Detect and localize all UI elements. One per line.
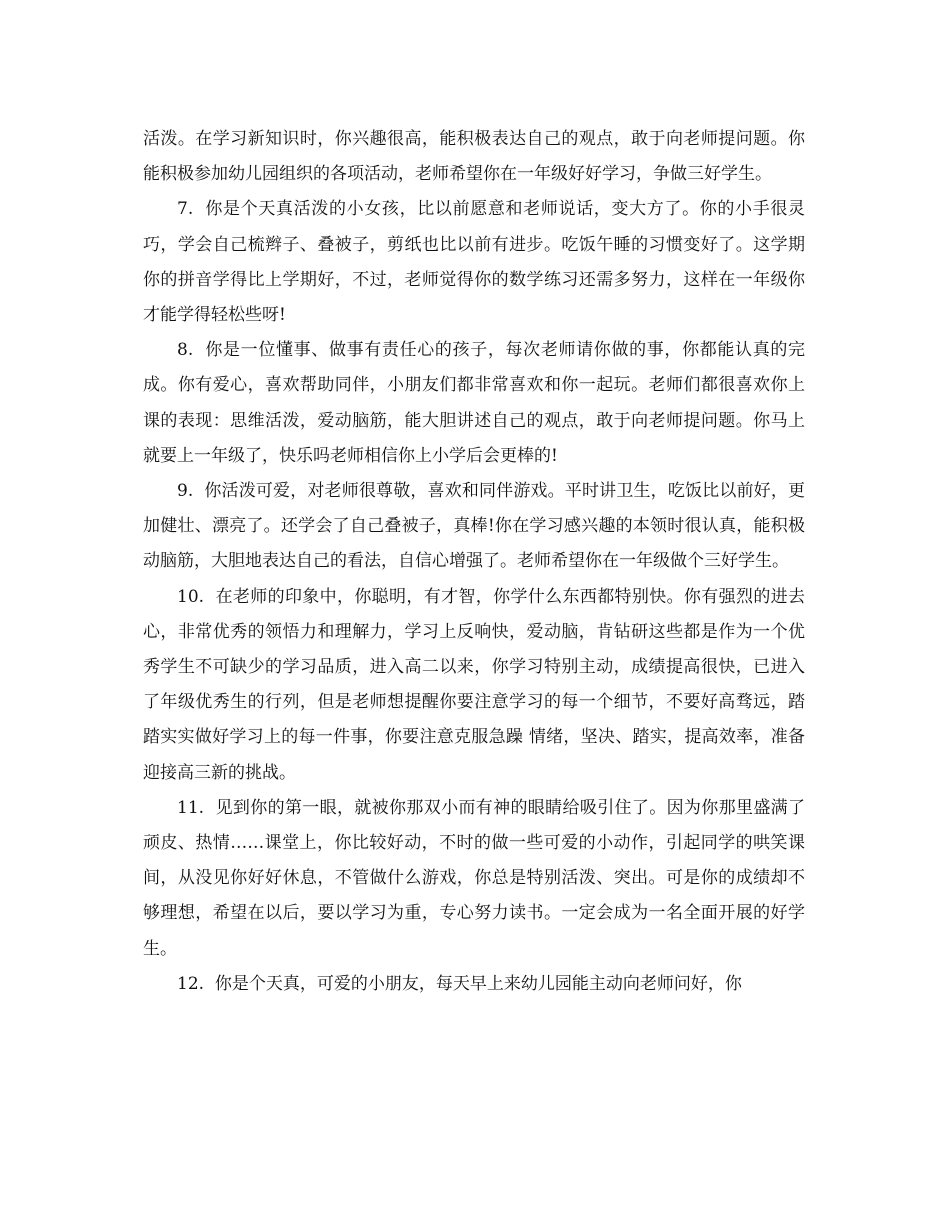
- paragraph-9: [143, 474, 805, 580]
- paragraph-text: 你活泼可爱，对老师很尊敬，喜欢和同伴游戏。平时讲卫生，吃饭比以前好，更加健壮、漂亮了。还学会了自己叠被子，真棒!你在学习感兴趣的本领时很认真，能积极动脑筋，大胆地表达自己的看法，自信心增强了。老师希望你在一年级做个三好学生。: [143, 481, 805, 572]
- paragraph-number: 10.: [177, 586, 205, 607]
- paragraph-number: 7.: [177, 199, 194, 220]
- paragraph-number: 11.: [177, 797, 205, 818]
- paragraph-text: 在老师的印象中，你聪明，有才智，你学什么东西都特别快。你有强烈的进去心，非常优秀的领悟力和理解力，学习上反响快，爱动脑，肯钻研这些都是作为一个优秀学生不可缺少的学习品质，进入高二以来，你学习特别主动，成绩提高很快，已进入了年级优秀生的行列，但是老师想提醒你要注意学习的每一个细节，不要好高骛远，踏踏实实做好学习上的每一件事，你要注意克服急躁 情绪，坚决、踏实，提高效率，准备迎接高三新的挑战。: [143, 586, 806, 783]
- paragraph-10: [143, 580, 805, 791]
- paragraph-text: 见到你的第一眼，就被你那双小而有神的眼睛给吸引住了。因为你那里盛满了顽皮、热情……课堂上，你比较好动，不时的做一些可爱的小动作，引起同学的哄笑课间，从没见你好好休息，不管做什么游戏，你总是特别活泼、突出。可是你的成绩却不够理想，希望在以后，要以学习为重，专心努力读书。一定会成为一名全面开展的好学生。: [143, 797, 806, 959]
- paragraph-12: [143, 967, 805, 1002]
- paragraph-continuation: [143, 122, 805, 192]
- paragraph-8: [143, 333, 805, 474]
- paragraph-text: 你是个天真活泼的小女孩，比以前愿意和老师说话，变大方了。你的小手很灵巧，学会自己梳辫子、叠被子，剪纸也比以前有进步。吃饭午睡的习惯变好了。这学期你的拼音学得比上学期好，不过，老师觉得你的数学练习还需多努力，这样在一年级你才能学得轻松些呀!: [143, 199, 805, 326]
- paragraph-text: 你是个天真，可爱的小朋友，每天早上来幼儿园能主动向老师问好，你: [214, 973, 742, 994]
- document-body: [143, 122, 805, 1002]
- paragraph-11: [143, 791, 805, 967]
- paragraph-text: 你是一位懂事、做事有责任心的孩子，每次老师请你做的事，你都能认真的完成。你有爱心，喜欢帮助同伴，小朋友们都非常喜欢和你一起玩。老师们都很喜欢你上课的表现：思维活泼，爱动脑筋，能大胆讲述自己的观点，敢于向老师提问题。你马上就要上一年级了，快乐吗老师相信你上小学后会更棒的!: [143, 340, 805, 466]
- paragraph-text: 活泼。在学习新知识时，你兴趣很高，能积极表达自己的观点，敢于向老师提问题。你能积极参加幼儿园组织的各项活动，老师希望你在一年级好好学习，争做三好学生。: [143, 129, 805, 185]
- paragraph-7: [143, 192, 805, 333]
- paragraph-number: 9.: [177, 481, 194, 502]
- paragraph-number: 8.: [177, 340, 194, 361]
- paragraph-number: 12.: [177, 973, 205, 994]
